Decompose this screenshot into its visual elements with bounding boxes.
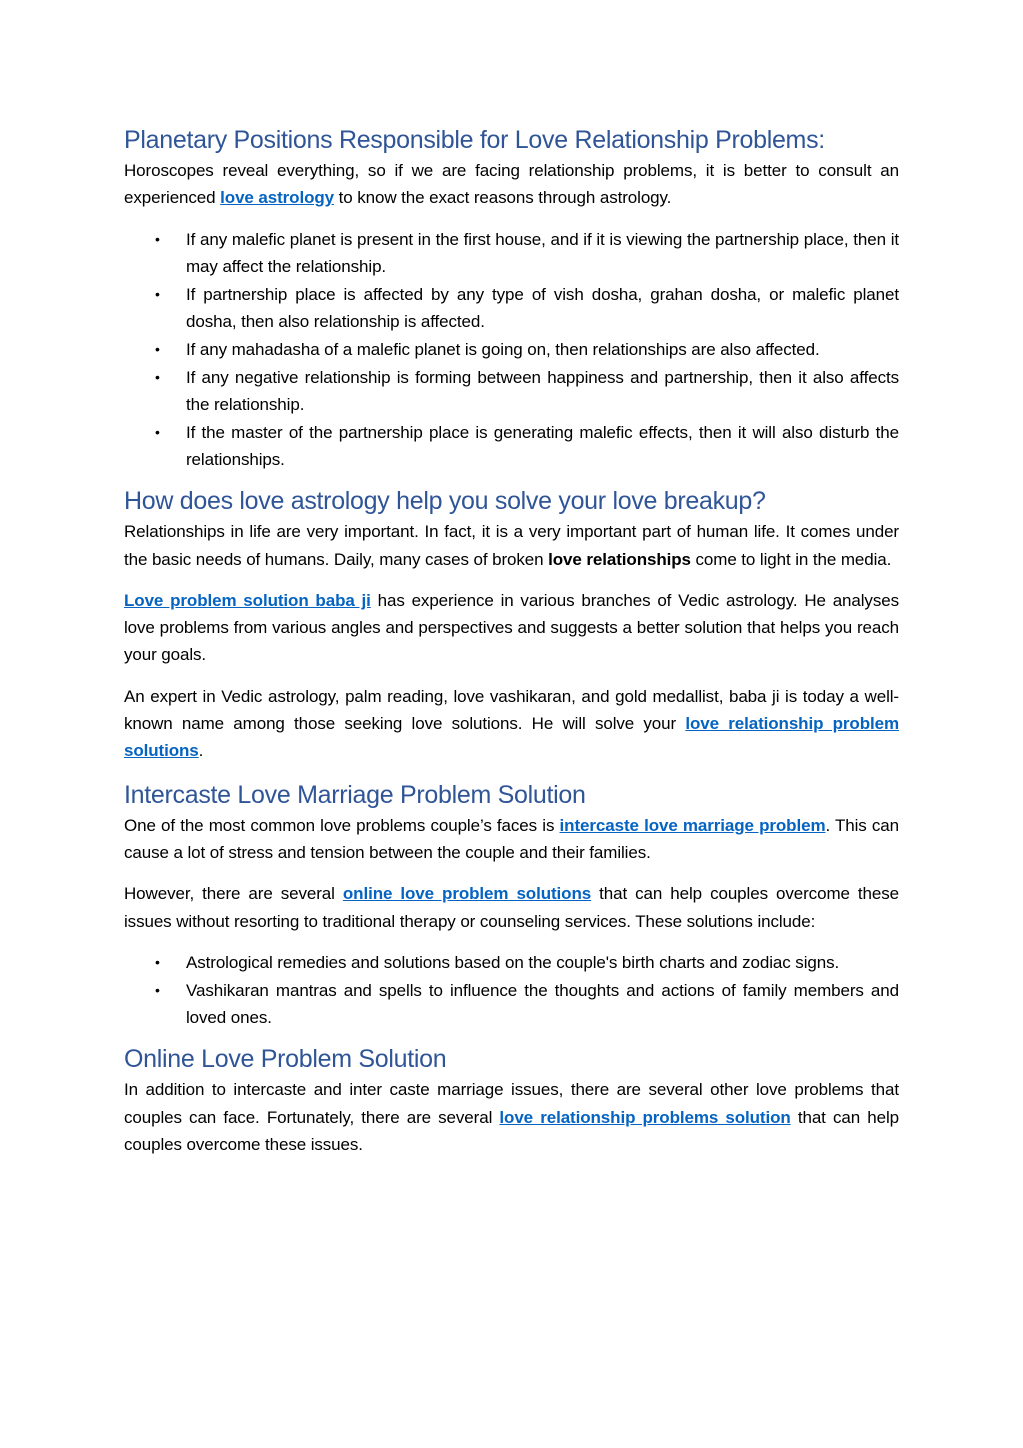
heading-intercaste: Intercaste Love Marriage Problem Solution — [124, 780, 586, 809]
heading-planetary-positions: Planetary Positions Responsible for Love Relationship Problems: — [124, 126, 825, 154]
heading-online-love-problem: Online Love Problem Solution — [124, 1045, 447, 1074]
list-item: • Vashikaran mantras and spells to influence the thoughts and actions of family members and loved ones. — [186, 977, 899, 1032]
list-item: • If any negative relationship is forming between happiness and partnership, then it also affects the relationship. — [186, 364, 899, 419]
paragraph: Horoscopes reveal everything, so if we are facing relationship problems, it is better to consult an experienced love astrology to know the exact reasons through astrology. — [124, 161, 899, 208]
heading-love-breakup: How does love astrology help you solve your love breakup? — [124, 487, 766, 516]
bullet-icon: • — [155, 230, 160, 247]
link-intercaste-love-marriage-problem[interactable]: intercaste love marriage problem — [559, 815, 826, 835]
paragraph: Love problem solution baba ji has experience in various branches of Vedic astrology. He analyses love problems from various angles and perspectives and suggests a better solution that helps you reach your goals. — [124, 590, 899, 665]
bold-love-relationships: love relationships — [548, 549, 691, 569]
bullet-icon: • — [155, 340, 160, 357]
paragraph: An expert in Vedic astrology, palm reading, love vashikaran, and gold medallist, baba ji is today a well-known name among those seeking love solutions. He will solve your love relationship problem solutions. — [124, 686, 899, 761]
paragraph: However, there are several online love problem solutions that can help couples overcome these issues without resorting to traditional therapy or counseling services. These solutions include: — [124, 884, 899, 931]
list-item: • Astrological remedies and solutions based on the couple's birth charts and zodiac signs. — [186, 949, 899, 976]
link-online-love-problem-solutions[interactable]: online love problem solutions — [342, 884, 592, 904]
list-item: • If any malefic planet is present in the first house, and if it is viewing the partnership place, then it may affect the relationship. — [186, 226, 899, 281]
paragraph: In addition to intercaste and inter caste marriage issues, there are several other love problems that couples can face. Fortunately, there are several love relationship problems solution that can help couples overcome these issues. — [124, 1080, 899, 1154]
list-item: • If partnership place is affected by any type of vish dosha, grahan dosha, or malefic planet dosha, then also relationship is affected. — [186, 281, 899, 336]
bullet-icon: • — [155, 368, 160, 385]
link-love-relationship-problems-solution[interactable]: love relationship problems solution — [499, 1107, 791, 1127]
bullet-icon: • — [155, 953, 160, 970]
link-love-relationship-problem-solutions[interactable]: love relationship problem solutions — [124, 714, 899, 761]
link-love-problem-solution-baba-ji[interactable]: Love problem solution baba ji — [124, 590, 371, 610]
bullet-list-solutions — [124, 949, 899, 1031]
bullet-icon: • — [155, 285, 160, 302]
bullet-list-planetary — [124, 226, 899, 474]
document-body — [124, 124, 899, 1172]
paragraph: One of the most common love problems couple’s faces is intercaste love marriage problem. This can cause a lot of stress and tension between the couple and their families. — [124, 815, 900, 862]
bullet-icon: • — [155, 423, 160, 440]
list-item: • If the master of the partnership place is generating malefic effects, then it will also disturb the relationships. — [186, 419, 899, 474]
paragraph: Relationships in life are very important. In fact, it is a very important part of human life. It comes under the basic needs of humans. Daily, many cases of broken love relationships come to light in the media. — [124, 522, 899, 569]
bullet-icon: • — [155, 981, 160, 998]
list-item: • If any mahadasha of a malefic planet is going on, then relationships are also affected. — [186, 336, 899, 363]
link-love-astrology[interactable]: love astrology — [220, 188, 335, 208]
